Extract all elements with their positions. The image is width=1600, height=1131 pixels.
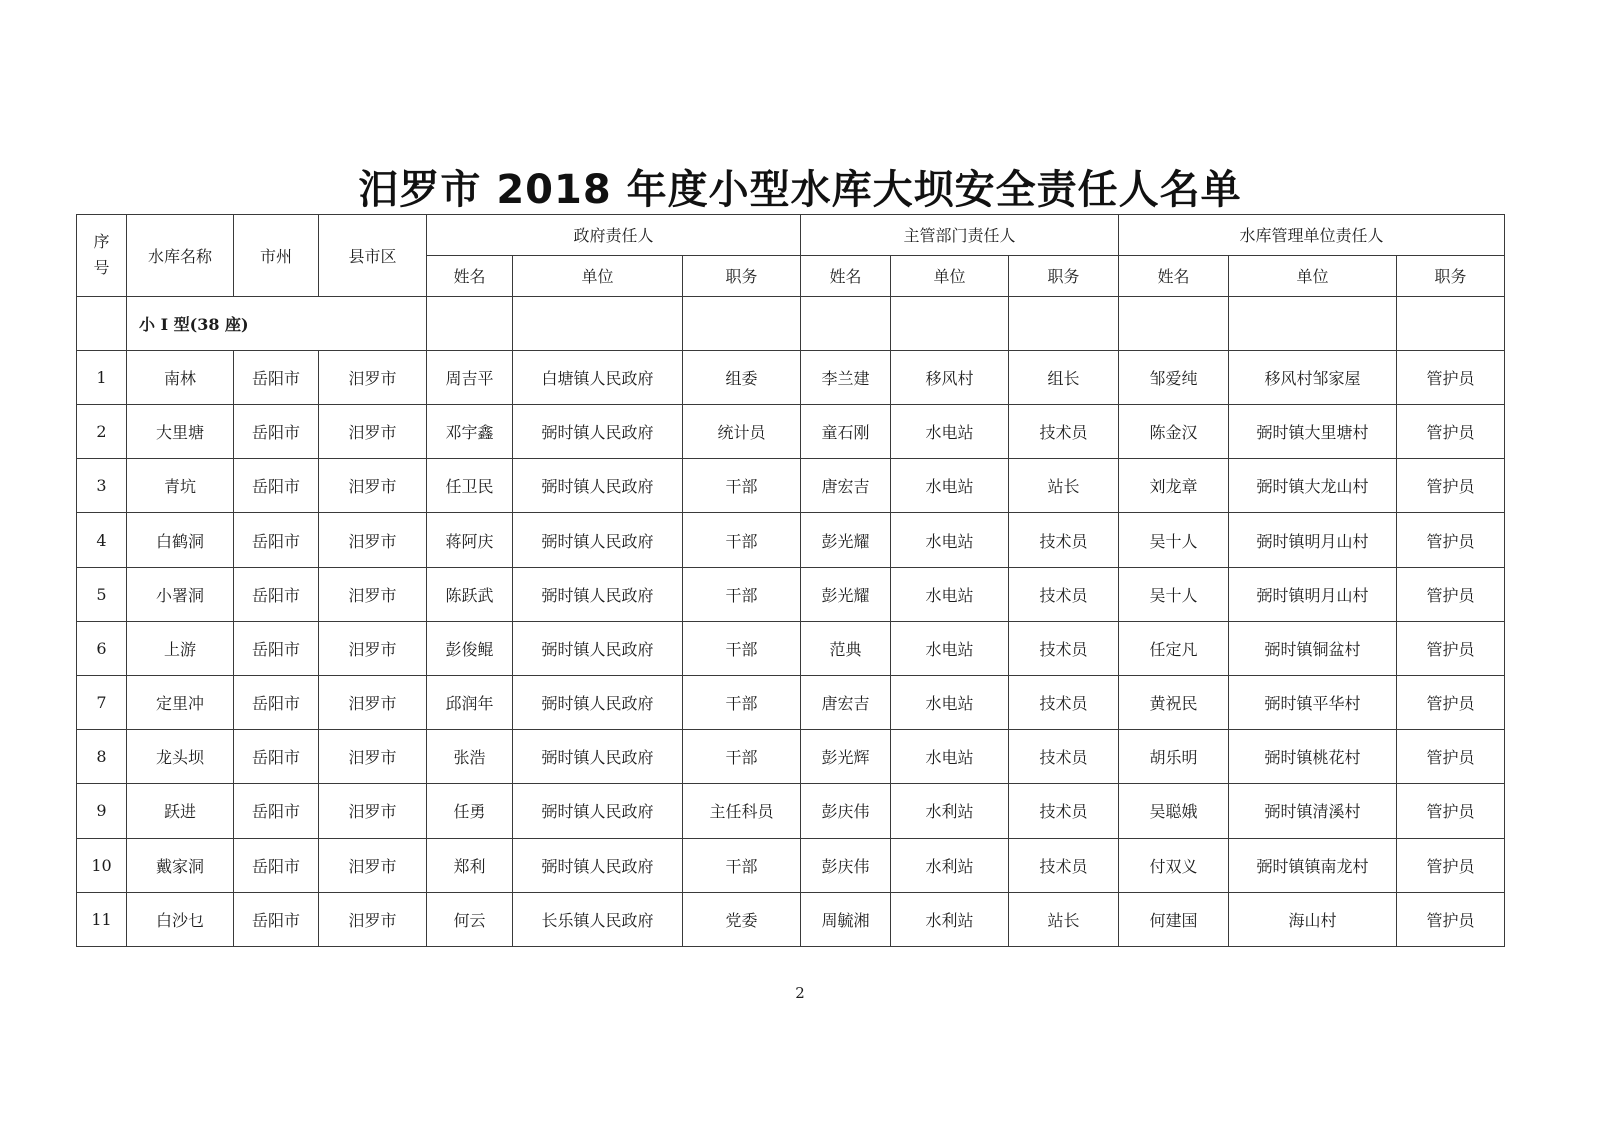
header-dept-position: 职务	[1009, 255, 1119, 296]
document-title: 汨罗市 2018 年度小型水库大坝安全责任人名单	[358, 167, 1242, 213]
table-row	[77, 405, 1505, 459]
cell-mgmt-name: 胡乐明	[1119, 730, 1229, 784]
cell-gov-name: 彭俊鲲	[427, 621, 513, 675]
cell-gov-position: 干部	[683, 838, 801, 892]
responsibility-table	[76, 214, 1505, 947]
cell-county: 汨罗市	[319, 892, 427, 946]
cell-dept-name: 彭光耀	[801, 513, 891, 567]
cell-dept-position: 技术员	[1009, 513, 1119, 567]
cell-mgmt-position: 管护员	[1397, 350, 1505, 404]
cell-seq: 7	[77, 675, 127, 729]
cell-gov-name: 陈跃武	[427, 567, 513, 621]
cell-dept-position: 技术员	[1009, 675, 1119, 729]
cell-mgmt-unit: 弼时镇铜盆村	[1229, 621, 1397, 675]
section-empty-cell	[77, 296, 127, 350]
cell-gov-position: 干部	[683, 459, 801, 513]
header-mgmt-position: 职务	[1397, 255, 1505, 296]
table-row	[77, 675, 1505, 729]
section-empty-cell	[1119, 296, 1229, 350]
cell-dept-name: 唐宏吉	[801, 459, 891, 513]
cell-dept-position: 技术员	[1009, 621, 1119, 675]
cell-seq: 5	[77, 567, 127, 621]
cell-gov-unit: 弼时镇人民政府	[513, 513, 683, 567]
cell-dept-unit: 水电站	[891, 730, 1009, 784]
cell-gov-name: 邱润年	[427, 675, 513, 729]
table-row	[77, 567, 1505, 621]
cell-mgmt-unit: 弼时镇明月山村	[1229, 567, 1397, 621]
cell-mgmt-name: 何建国	[1119, 892, 1229, 946]
cell-mgmt-name: 任定凡	[1119, 621, 1229, 675]
cell-city: 岳阳市	[234, 892, 319, 946]
cell-mgmt-unit: 海山村	[1229, 892, 1397, 946]
cell-dept-unit: 水电站	[891, 675, 1009, 729]
cell-dept-position: 组长	[1009, 350, 1119, 404]
header-gov-group: 政府责任人	[427, 215, 801, 256]
cell-dept-name: 彭光耀	[801, 567, 891, 621]
table-row	[77, 350, 1505, 404]
cell-gov-position: 统计员	[683, 405, 801, 459]
cell-gov-name: 张浩	[427, 730, 513, 784]
cell-gov-unit: 弼时镇人民政府	[513, 405, 683, 459]
header-row-group	[77, 215, 1505, 256]
cell-dept-position: 技术员	[1009, 567, 1119, 621]
table-row	[77, 513, 1505, 567]
cell-gov-unit: 弼时镇人民政府	[513, 459, 683, 513]
header-mgmt-unit: 单位	[1229, 255, 1397, 296]
cell-seq: 3	[77, 459, 127, 513]
header-seq-line1: 序	[93, 232, 110, 252]
cell-mgmt-name: 陈金汉	[1119, 405, 1229, 459]
cell-dept-position: 技术员	[1009, 405, 1119, 459]
cell-mgmt-position: 管护员	[1397, 784, 1505, 838]
cell-dept-unit: 水电站	[891, 513, 1009, 567]
cell-city: 岳阳市	[234, 350, 319, 404]
section-empty-cell	[1397, 296, 1505, 350]
cell-county: 汨罗市	[319, 513, 427, 567]
cell-reservoir-name: 南林	[127, 350, 234, 404]
cell-county: 汨罗市	[319, 675, 427, 729]
cell-seq: 4	[77, 513, 127, 567]
cell-city: 岳阳市	[234, 621, 319, 675]
cell-mgmt-position: 管护员	[1397, 621, 1505, 675]
cell-dept-name: 范典	[801, 621, 891, 675]
cell-city: 岳阳市	[234, 405, 319, 459]
cell-reservoir-name: 上游	[127, 621, 234, 675]
cell-dept-unit: 水利站	[891, 892, 1009, 946]
cell-gov-position: 干部	[683, 621, 801, 675]
cell-county: 汨罗市	[319, 567, 427, 621]
cell-mgmt-position: 管护员	[1397, 513, 1505, 567]
header-gov-name: 姓名	[427, 255, 513, 296]
header-county: 县市区	[319, 215, 427, 297]
cell-dept-unit: 水电站	[891, 621, 1009, 675]
cell-city: 岳阳市	[234, 567, 319, 621]
cell-reservoir-name: 龙头坝	[127, 730, 234, 784]
section-empty-cell	[1229, 296, 1397, 350]
cell-dept-unit: 水利站	[891, 784, 1009, 838]
cell-city: 岳阳市	[234, 513, 319, 567]
table-row	[77, 459, 1505, 513]
cell-mgmt-unit: 移风村邹家屋	[1229, 350, 1397, 404]
cell-mgmt-unit: 弼时镇大里塘村	[1229, 405, 1397, 459]
cell-mgmt-name: 吴聪娥	[1119, 784, 1229, 838]
section-row	[77, 296, 1505, 350]
cell-gov-position: 干部	[683, 730, 801, 784]
cell-city: 岳阳市	[234, 459, 319, 513]
cell-mgmt-name: 邹爱纯	[1119, 350, 1229, 404]
header-dept-name: 姓名	[801, 255, 891, 296]
cell-dept-position: 站长	[1009, 459, 1119, 513]
cell-mgmt-unit: 弼时镇镇南龙村	[1229, 838, 1397, 892]
cell-mgmt-unit: 弼时镇清溪村	[1229, 784, 1397, 838]
header-seq-line2: 号	[93, 258, 110, 278]
cell-dept-name: 彭光辉	[801, 730, 891, 784]
header-gov-unit: 单位	[513, 255, 683, 296]
cell-dept-name: 唐宏吉	[801, 675, 891, 729]
cell-mgmt-unit: 弼时镇大龙山村	[1229, 459, 1397, 513]
table-row	[77, 730, 1505, 784]
cell-gov-unit: 弼时镇人民政府	[513, 675, 683, 729]
cell-mgmt-position: 管护员	[1397, 892, 1505, 946]
cell-county: 汨罗市	[319, 621, 427, 675]
cell-mgmt-name: 黄祝民	[1119, 675, 1229, 729]
cell-mgmt-position: 管护员	[1397, 567, 1505, 621]
cell-mgmt-name: 吴十人	[1119, 513, 1229, 567]
cell-mgmt-unit: 弼时镇平华村	[1229, 675, 1397, 729]
section-empty-cell	[427, 296, 513, 350]
cell-gov-position: 主任科员	[683, 784, 801, 838]
cell-gov-position: 组委	[683, 350, 801, 404]
cell-gov-name: 蒋阿庆	[427, 513, 513, 567]
header-reservoir-name: 水库名称	[127, 215, 234, 297]
cell-county: 汨罗市	[319, 838, 427, 892]
cell-mgmt-unit: 弼时镇桃花村	[1229, 730, 1397, 784]
cell-mgmt-position: 管护员	[1397, 730, 1505, 784]
cell-city: 岳阳市	[234, 730, 319, 784]
cell-reservoir-name: 大里塘	[127, 405, 234, 459]
cell-reservoir-name: 白沙乜	[127, 892, 234, 946]
cell-gov-name: 郑利	[427, 838, 513, 892]
cell-seq: 10	[77, 838, 127, 892]
cell-gov-position: 干部	[683, 675, 801, 729]
cell-county: 汨罗市	[319, 405, 427, 459]
cell-mgmt-name: 吴十人	[1119, 567, 1229, 621]
cell-gov-position: 干部	[683, 513, 801, 567]
cell-mgmt-unit: 弼时镇明月山村	[1229, 513, 1397, 567]
header-dept-group: 主管部门责任人	[801, 215, 1119, 256]
cell-dept-unit: 水利站	[891, 838, 1009, 892]
header-gov-position: 职务	[683, 255, 801, 296]
cell-seq: 11	[77, 892, 127, 946]
cell-gov-name: 周吉平	[427, 350, 513, 404]
cell-gov-unit: 弼时镇人民政府	[513, 621, 683, 675]
cell-seq: 8	[77, 730, 127, 784]
table-row	[77, 838, 1505, 892]
header-city: 市州	[234, 215, 319, 297]
cell-mgmt-name: 刘龙章	[1119, 459, 1229, 513]
header-seq	[77, 215, 127, 297]
cell-dept-name: 彭庆伟	[801, 838, 891, 892]
cell-gov-name: 何云	[427, 892, 513, 946]
cell-reservoir-name: 戴家洞	[127, 838, 234, 892]
cell-gov-unit: 白塘镇人民政府	[513, 350, 683, 404]
table-row	[77, 784, 1505, 838]
cell-reservoir-name: 跃进	[127, 784, 234, 838]
cell-reservoir-name: 青坑	[127, 459, 234, 513]
cell-gov-unit: 弼时镇人民政府	[513, 838, 683, 892]
cell-county: 汨罗市	[319, 459, 427, 513]
table-row	[77, 892, 1505, 946]
cell-county: 汨罗市	[319, 730, 427, 784]
cell-city: 岳阳市	[234, 675, 319, 729]
cell-gov-position: 干部	[683, 567, 801, 621]
cell-mgmt-name: 付双义	[1119, 838, 1229, 892]
cell-dept-name: 李兰建	[801, 350, 891, 404]
section-empty-cell	[513, 296, 683, 350]
section-empty-cell	[891, 296, 1009, 350]
cell-gov-unit: 弼时镇人民政府	[513, 730, 683, 784]
cell-mgmt-position: 管护员	[1397, 405, 1505, 459]
cell-seq: 2	[77, 405, 127, 459]
cell-dept-unit: 移风村	[891, 350, 1009, 404]
cell-county: 汨罗市	[319, 784, 427, 838]
cell-gov-name: 任勇	[427, 784, 513, 838]
cell-dept-position: 技术员	[1009, 784, 1119, 838]
cell-gov-name: 邓宇鑫	[427, 405, 513, 459]
cell-city: 岳阳市	[234, 784, 319, 838]
cell-seq: 6	[77, 621, 127, 675]
cell-mgmt-position: 管护员	[1397, 675, 1505, 729]
cell-reservoir-name: 定里冲	[127, 675, 234, 729]
cell-dept-unit: 水电站	[891, 567, 1009, 621]
cell-gov-position: 党委	[683, 892, 801, 946]
cell-mgmt-position: 管护员	[1397, 838, 1505, 892]
section-empty-cell	[683, 296, 801, 350]
cell-dept-position: 站长	[1009, 892, 1119, 946]
cell-dept-unit: 水电站	[891, 459, 1009, 513]
cell-dept-position: 技术员	[1009, 838, 1119, 892]
header-mgmt-group: 水库管理单位责任人	[1119, 215, 1505, 256]
cell-gov-unit: 长乐镇人民政府	[513, 892, 683, 946]
section-empty-cell	[801, 296, 891, 350]
header-dept-unit: 单位	[891, 255, 1009, 296]
cell-seq: 9	[77, 784, 127, 838]
cell-gov-name: 任卫民	[427, 459, 513, 513]
cell-seq: 1	[77, 350, 127, 404]
cell-county: 汨罗市	[319, 350, 427, 404]
cell-dept-name: 童石刚	[801, 405, 891, 459]
cell-reservoir-name: 小署洞	[127, 567, 234, 621]
cell-dept-name: 彭庆伟	[801, 784, 891, 838]
cell-dept-position: 技术员	[1009, 730, 1119, 784]
header-mgmt-name: 姓名	[1119, 255, 1229, 296]
cell-gov-unit: 弼时镇人民政府	[513, 784, 683, 838]
cell-gov-unit: 弼时镇人民政府	[513, 567, 683, 621]
section-label: 小 I 型(38 座)	[127, 296, 427, 350]
table-row	[77, 621, 1505, 675]
page-number: 2	[795, 984, 805, 1002]
cell-reservoir-name: 白鹤洞	[127, 513, 234, 567]
cell-city: 岳阳市	[234, 838, 319, 892]
cell-dept-name: 周毓湘	[801, 892, 891, 946]
section-empty-cell	[1009, 296, 1119, 350]
cell-dept-unit: 水电站	[891, 405, 1009, 459]
cell-mgmt-position: 管护员	[1397, 459, 1505, 513]
